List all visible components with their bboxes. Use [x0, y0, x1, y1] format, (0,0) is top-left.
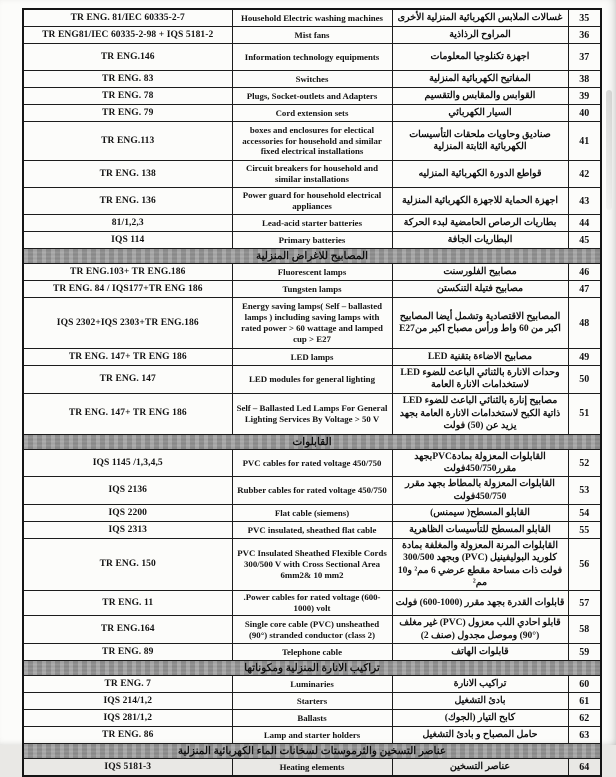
- arabic-description-cell: قواطع الدورة الكهربائية المنزليه: [392, 161, 568, 188]
- arabic-description-cell: مصابيح الفلورسنت: [392, 264, 568, 281]
- standard-reference-cell: TR ENG. 11: [23, 591, 232, 616]
- standard-reference-cell: IQS 214/1,2: [23, 693, 232, 710]
- table-row: [23, 710, 601, 727]
- english-description-cell: Telephone cable: [232, 644, 392, 661]
- row-number-cell: 57: [568, 591, 601, 616]
- standard-reference-cell: IQS 281/1,2: [23, 710, 232, 727]
- table-row: [23, 232, 601, 249]
- arabic-description-cell: اجهزة تكنلوجيا المعلومات: [392, 44, 568, 71]
- table-row: [23, 505, 601, 522]
- table-row: [23, 759, 601, 777]
- row-number-cell: 46: [568, 264, 601, 281]
- standard-reference-cell: TR ENG. 147+ TR ENG 186: [23, 393, 232, 434]
- table-row: [23, 27, 601, 44]
- arabic-description-cell: تراكيب الانارة: [392, 676, 568, 693]
- english-description-cell: Lead-acid starter batteries: [232, 215, 392, 232]
- row-number-cell: 54: [568, 505, 601, 522]
- arabic-description-cell: قابلو احادي اللب معزول (PVC) غير مغلف (°90) وموصل مجدول (صنف 2): [392, 616, 568, 644]
- english-description-cell: PVC Insulated Sheathed Flexible Cords 300/500 V with Cross Sectional Area 6mm2& 10 mm2: [232, 539, 392, 591]
- standard-reference-cell: IQS 2302+IQS 2303+TR ENG.186: [23, 298, 232, 349]
- english-description-cell: Cord extension sets: [232, 105, 392, 122]
- arabic-description-cell: القابلو المسطح للتأسيسات الظاهرية: [392, 522, 568, 539]
- table-row: [23, 161, 601, 188]
- arabic-description-cell: اجهزة الحماية للاجهزة الكهربائية المنزلية: [392, 188, 568, 215]
- arabic-description-cell: المراوح الرذاذية: [392, 27, 568, 44]
- table-row: [23, 188, 601, 215]
- english-description-cell: Heating elements: [232, 759, 392, 777]
- standard-reference-cell: TR ENG. 84 / IQS177+TR ENG 186: [23, 281, 232, 298]
- section-header: القابلوات: [23, 434, 601, 449]
- arabic-description-cell: بطاريات الرصاص الحامضية لبدء الحركة: [392, 215, 568, 232]
- english-description-cell: Mist fans: [232, 27, 392, 44]
- table-row: [23, 727, 601, 744]
- table-row: [23, 644, 601, 661]
- standard-reference-cell: IQS 2136: [23, 477, 232, 505]
- row-number-cell: 40: [568, 105, 601, 122]
- arabic-description-cell: المفاتيح الكهربائية المنزلية: [392, 71, 568, 88]
- standard-reference-cell: IQS 5181-3: [23, 759, 232, 777]
- section-header: المصابيح للاغراض المنزلية: [23, 249, 601, 264]
- english-description-cell: Self – Ballasted Led Lamps For General Lighting Services By Voltage > 50 V: [232, 393, 392, 434]
- row-number-cell: 60: [568, 676, 601, 693]
- standard-reference-cell: TR ENG. 81/IEC 60335-2-7: [23, 9, 232, 27]
- arabic-description-cell: عناصر التسخين: [392, 759, 568, 777]
- english-description-cell: Starters: [232, 693, 392, 710]
- row-number-cell: 37: [568, 44, 601, 71]
- table-row: [23, 44, 601, 71]
- table-row: [23, 281, 601, 298]
- english-description-cell: Plugs, Socket-outlets and Adapters: [232, 88, 392, 105]
- table-row: [23, 591, 601, 616]
- section-row: [23, 434, 601, 449]
- english-description-cell: PVC insulated, sheathed flat cable: [232, 522, 392, 539]
- arabic-description-cell: حامل المصباح و بادئ التشغيل: [392, 727, 568, 744]
- standard-reference-cell: IQS 2200: [23, 505, 232, 522]
- table-row: [23, 105, 601, 122]
- section-row: [23, 661, 601, 676]
- standard-reference-cell: TR ENG. 136: [23, 188, 232, 215]
- arabic-description-cell: القابلو المسطح( سيمنس): [392, 505, 568, 522]
- standard-reference-cell: TR ENG.103+ TR ENG.186: [23, 264, 232, 281]
- english-description-cell: .Power cables for rated voltage (600-1000) volt: [232, 591, 392, 616]
- english-description-cell: Single core cable (PVC) unsheathed (90°) stranded conductor (class 2): [232, 616, 392, 644]
- row-number-cell: 53: [568, 477, 601, 505]
- table-row: [23, 215, 601, 232]
- arabic-description-cell: القابلوات المعزولة بالمطاط بجهد مقرر 450/750فولت: [392, 477, 568, 505]
- row-number-cell: 58: [568, 616, 601, 644]
- table-row: [23, 298, 601, 349]
- english-description-cell: LED lamps: [232, 349, 392, 366]
- arabic-description-cell: المصابيح الاقتصادية وتشمل أيضا المصابيح اكبر من 60 واط ورأس مصباح اكبر منE27: [392, 298, 568, 349]
- arabic-description-cell: مصابيح الاضاءة بتقنية LED: [392, 349, 568, 366]
- arabic-description-cell: بادئ التشغيل: [392, 693, 568, 710]
- row-number-cell: 52: [568, 449, 601, 477]
- english-description-cell: Rubber cables for rated voltage 450/750: [232, 477, 392, 505]
- row-number-cell: 64: [568, 759, 601, 777]
- english-description-cell: Tungsten lamps: [232, 281, 392, 298]
- row-number-cell: 62: [568, 710, 601, 727]
- standard-reference-cell: TR ENG. 79: [23, 105, 232, 122]
- row-number-cell: 47: [568, 281, 601, 298]
- scan-artifact: [606, 90, 612, 210]
- row-number-cell: 56: [568, 539, 601, 591]
- section-row: [23, 249, 601, 264]
- row-number-cell: 35: [568, 9, 601, 27]
- table-row: [23, 71, 601, 88]
- row-number-cell: 59: [568, 644, 601, 661]
- english-description-cell: LED modules for general lighting: [232, 366, 392, 394]
- standards-table-body: [23, 9, 601, 776]
- row-number-cell: 42: [568, 161, 601, 188]
- standard-reference-cell: TR ENG81/IEC 60335-2-98 + IQS 5181-2: [23, 27, 232, 44]
- table-row: [23, 9, 601, 27]
- row-number-cell: 48: [568, 298, 601, 349]
- arabic-description-cell: مصابيح إنارة بالثنائي الباعث للضوء LED ذاتية الكبح لاستخدامات الانارة العامة بجهد يزيد عن (50) فولت: [392, 393, 568, 434]
- row-number-cell: 44: [568, 215, 601, 232]
- english-description-cell: boxes and enclosures for electical accessories for household and similar fixed electrical installations: [232, 122, 392, 161]
- section-row: [23, 744, 601, 759]
- standard-reference-cell: TR ENG.146: [23, 44, 232, 71]
- arabic-description-cell: السيار الكهربائي: [392, 105, 568, 122]
- row-number-cell: 45: [568, 232, 601, 249]
- table-row: [23, 122, 601, 161]
- standard-reference-cell: TR ENG.113: [23, 122, 232, 161]
- arabic-description-cell: قابلوات القدرة بجهد مقرر (1000-600) فولت: [392, 591, 568, 616]
- section-header: عناصر التسخين والثرموستات لسخانات الماء الكهربائية المنزلية: [23, 744, 601, 759]
- row-number-cell: 51: [568, 393, 601, 434]
- table-row: [23, 477, 601, 505]
- arabic-description-cell: كابح التيار (الجوك): [392, 710, 568, 727]
- english-description-cell: Household Electric washing machines: [232, 9, 392, 27]
- table-row: [23, 264, 601, 281]
- standards-table: [22, 8, 602, 777]
- table-row: [23, 522, 601, 539]
- row-number-cell: 41: [568, 122, 601, 161]
- english-description-cell: Primary batteries: [232, 232, 392, 249]
- english-description-cell: Lamp and starter holders: [232, 727, 392, 744]
- standard-reference-cell: TR ENG. 138: [23, 161, 232, 188]
- english-description-cell: Information technology equipments: [232, 44, 392, 71]
- table-row: [23, 616, 601, 644]
- arabic-description-cell: القوابس والمقابس والتقسيم: [392, 88, 568, 105]
- row-number-cell: 63: [568, 727, 601, 744]
- table-row: [23, 393, 601, 434]
- english-description-cell: Flat cable (siemens): [232, 505, 392, 522]
- standard-reference-cell: TR ENG. 147+ TR ENG 186: [23, 349, 232, 366]
- english-description-cell: Ballasts: [232, 710, 392, 727]
- english-description-cell: Energy saving lamps( Self – ballasted lamps ) including saving lamps with rated power > 60 wattage and lamped cup > E27: [232, 298, 392, 349]
- standard-reference-cell: TR ENG. 7: [23, 676, 232, 693]
- arabic-description-cell: القابلوات المرنة المعزولة والمغلفة بمادة كلوريد البوليفينيل (PVC) وبجهد 300/500 فولت ذات مساحة مقطع عرضي 6 مم² و10 مم²: [392, 539, 568, 591]
- arabic-description-cell: البطاريات الجافة: [392, 232, 568, 249]
- table-row: [23, 366, 601, 394]
- english-description-cell: PVC cables for rated voltage 450/750: [232, 449, 392, 477]
- arabic-description-cell: وحدات الانارة بالثنائي الباعث للضوء LED لاستخدامات الانارة العامة: [392, 366, 568, 394]
- standard-reference-cell: TR ENG. 86: [23, 727, 232, 744]
- table-row: [23, 88, 601, 105]
- standard-reference-cell: 81/1,2,3: [23, 215, 232, 232]
- english-description-cell: Luminaries: [232, 676, 392, 693]
- standard-reference-cell: IQS 114: [23, 232, 232, 249]
- standard-reference-cell: TR ENG. 89: [23, 644, 232, 661]
- row-number-cell: 38: [568, 71, 601, 88]
- row-number-cell: 61: [568, 693, 601, 710]
- table-row: [23, 676, 601, 693]
- table-row: [23, 349, 601, 366]
- table-row: [23, 449, 601, 477]
- row-number-cell: 43: [568, 188, 601, 215]
- table-row: [23, 693, 601, 710]
- row-number-cell: 39: [568, 88, 601, 105]
- english-description-cell: Switches: [232, 71, 392, 88]
- arabic-description-cell: مصابيح فتيلة التنكستن: [392, 281, 568, 298]
- standard-reference-cell: TR ENG.164: [23, 616, 232, 644]
- standard-reference-cell: TR ENG. 78: [23, 88, 232, 105]
- arabic-description-cell: صناديق وحاويات ملحقات التأسيسات الكهربائية الثابتة المنزلية: [392, 122, 568, 161]
- standard-reference-cell: TR ENG. 147: [23, 366, 232, 394]
- row-number-cell: 36: [568, 27, 601, 44]
- english-description-cell: Fluorescent lamps: [232, 264, 392, 281]
- arabic-description-cell: قابلوات الهاتف: [392, 644, 568, 661]
- row-number-cell: 49: [568, 349, 601, 366]
- english-description-cell: Power guard for household electrical appliances: [232, 188, 392, 215]
- standard-reference-cell: IQS 2313: [23, 522, 232, 539]
- standard-reference-cell: IQS 1145 /1,3,4,5: [23, 449, 232, 477]
- standard-reference-cell: TR ENG. 150: [23, 539, 232, 591]
- arabic-description-cell: غسالات الملابس الكهربائية المنزلية الأخرى: [392, 9, 568, 27]
- english-description-cell: Circuit breakers for household and similar installations: [232, 161, 392, 188]
- arabic-description-cell: القابلوات المعزولة بمادةPVCبجهد مقرر450/750فولت: [392, 449, 568, 477]
- row-number-cell: 50: [568, 366, 601, 394]
- standard-reference-cell: TR ENG. 83: [23, 71, 232, 88]
- table-row: [23, 539, 601, 591]
- section-header: تراكيب الانارة المنزلية ومكوناتها: [23, 661, 601, 676]
- row-number-cell: 55: [568, 522, 601, 539]
